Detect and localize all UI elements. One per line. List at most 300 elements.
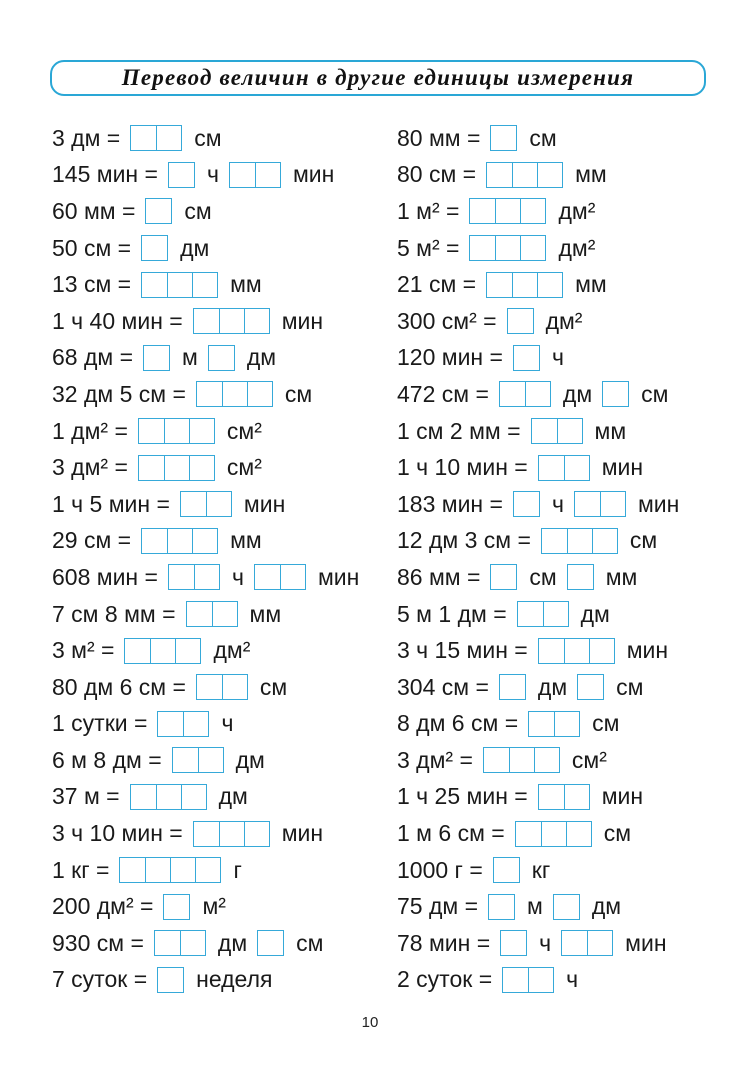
unit-label: мин: [281, 820, 324, 847]
answer-box[interactable]: [119, 857, 221, 883]
exercise-expression: 75 дм =: [397, 893, 479, 920]
answer-digit-cell[interactable]: [529, 712, 554, 736]
exercise-expression: 1 ч 40 мин =: [52, 307, 183, 334]
answer-box[interactable]: [157, 711, 209, 737]
answer-box[interactable]: [229, 162, 281, 188]
answer-box[interactable]: [130, 125, 182, 151]
answer-box[interactable]: [254, 564, 306, 590]
answer-digit-cell[interactable]: [494, 858, 519, 882]
answer-digit-cell[interactable]: [131, 785, 156, 809]
unit-label: ч: [551, 344, 564, 371]
exercise-row: [397, 376, 679, 413]
exercise-row: [397, 193, 679, 230]
unit-label: м²: [202, 893, 226, 920]
exercise-expression: 608 мин =: [52, 563, 158, 590]
exercise-row: [397, 157, 679, 194]
answer-digit-cell[interactable]: [512, 163, 537, 187]
answer-box[interactable]: [186, 601, 238, 627]
answer-digit-cell[interactable]: [131, 126, 156, 150]
unit-label: ч: [231, 563, 244, 590]
answer-digit-cell[interactable]: [139, 419, 164, 443]
answer-box[interactable]: [602, 381, 629, 407]
answer-digit-cell[interactable]: [164, 895, 189, 919]
exercise-row: [397, 852, 679, 889]
exercise-expression: 78 мин =: [397, 929, 491, 956]
exercise-row: [397, 779, 679, 816]
unit-label: см: [629, 527, 658, 554]
unit-label: г: [233, 856, 242, 883]
exercise-row: [397, 925, 679, 962]
answer-digit-cell[interactable]: [212, 602, 237, 626]
answer-digit-cell[interactable]: [158, 712, 183, 736]
answer-box[interactable]: [157, 967, 184, 993]
exercise-expression: 80 см =: [397, 161, 477, 188]
unit-label: мм: [605, 563, 638, 590]
answer-digit-cell[interactable]: [194, 309, 219, 333]
answer-digit-cell[interactable]: [197, 382, 222, 406]
exercise-row: [52, 632, 359, 669]
answer-digit-cell[interactable]: [470, 199, 495, 223]
answer-digit-cell[interactable]: [170, 858, 195, 882]
unit-label: мин: [292, 161, 335, 188]
unit-label: мм: [575, 161, 607, 188]
exercise-expression: 1 ч 10 мин =: [397, 454, 528, 481]
unit-label: дм: [218, 783, 248, 810]
exercise-row: [52, 596, 359, 633]
answer-digit-cell[interactable]: [554, 895, 579, 919]
answer-box[interactable]: [490, 564, 517, 590]
answer-digit-cell[interactable]: [500, 675, 525, 699]
answer-box[interactable]: [168, 564, 220, 590]
answer-box[interactable]: [577, 674, 604, 700]
answer-digit-cell[interactable]: [189, 419, 214, 443]
exercise-expression: 2 суток =: [397, 966, 493, 993]
answer-box[interactable]: [469, 235, 546, 261]
answer-box[interactable]: [502, 967, 554, 993]
answer-box[interactable]: [486, 272, 563, 298]
answer-digit-cell[interactable]: [219, 822, 244, 846]
answer-digit-cell[interactable]: [503, 968, 528, 992]
exercise-row: [397, 413, 679, 450]
exercise-row: [52, 888, 359, 925]
exercise-row: [52, 925, 359, 962]
exercise-expression: 68 дм =: [52, 344, 134, 371]
answer-box[interactable]: [141, 528, 218, 554]
exercise-expression: 1 м² =: [397, 197, 460, 224]
answer-digit-cell[interactable]: [603, 382, 628, 406]
answer-box[interactable]: [168, 162, 195, 188]
exercise-expression: 7 суток =: [52, 966, 148, 993]
answer-digit-cell[interactable]: [142, 273, 167, 297]
answer-digit-cell[interactable]: [592, 529, 617, 553]
answer-digit-cell[interactable]: [183, 712, 208, 736]
answer-digit-cell[interactable]: [247, 382, 272, 406]
answer-digit-cell[interactable]: [600, 492, 625, 516]
answer-digit-cell[interactable]: [562, 931, 587, 955]
answer-digit-cell[interactable]: [194, 822, 219, 846]
answer-digit-cell[interactable]: [495, 236, 520, 260]
exercise-expression: 5 м² =: [397, 234, 460, 261]
answer-digit-cell[interactable]: [554, 712, 579, 736]
exercise-expression: 21 см =: [397, 271, 477, 298]
exercise-expression: 300 см² =: [397, 307, 497, 334]
answer-box[interactable]: [553, 894, 580, 920]
answer-box[interactable]: [193, 308, 270, 334]
answer-digit-cell[interactable]: [495, 199, 520, 223]
page-number: 10: [361, 1014, 379, 1031]
answer-digit-cell[interactable]: [491, 126, 516, 150]
answer-digit-cell[interactable]: [564, 456, 589, 480]
unit-label: мин: [637, 490, 680, 517]
exercise-expression: 1 ч 5 мин =: [52, 490, 170, 517]
answer-box[interactable]: [172, 747, 224, 773]
answer-digit-cell[interactable]: [255, 163, 280, 187]
answer-box[interactable]: [574, 491, 626, 517]
right-exercise-column: [397, 120, 679, 998]
exercise-expression: 200 дм² =: [52, 893, 154, 920]
answer-box[interactable]: [538, 638, 615, 664]
exercise-row: [52, 742, 359, 779]
unit-label: ч: [566, 966, 579, 993]
exercise-expression: 3 дм =: [52, 124, 121, 151]
answer-digit-cell[interactable]: [564, 785, 589, 809]
answer-box[interactable]: [141, 235, 168, 261]
exercise-row: [52, 376, 359, 413]
answer-digit-cell[interactable]: [514, 346, 539, 370]
exercise-row: [397, 449, 679, 486]
exercise-row: [397, 230, 679, 267]
answer-digit-cell[interactable]: [501, 931, 526, 955]
unit-label: см: [296, 929, 324, 956]
answer-digit-cell[interactable]: [189, 456, 214, 480]
answer-digit-cell[interactable]: [508, 309, 533, 333]
answer-digit-cell[interactable]: [557, 419, 582, 443]
answer-box[interactable]: [483, 747, 560, 773]
answer-box[interactable]: [486, 162, 563, 188]
page-title: Перевод величин в другие единицы измерения: [121, 65, 635, 90]
exercise-row: [397, 815, 679, 852]
answer-digit-cell[interactable]: [575, 492, 600, 516]
exercise-expression: 1 м 6 см =: [397, 820, 505, 847]
unit-label: дм: [537, 673, 568, 700]
exercise-row: [397, 523, 679, 560]
answer-digit-cell[interactable]: [145, 858, 170, 882]
exercise-expression: 5 м 1 дм =: [397, 600, 507, 627]
answer-digit-cell[interactable]: [139, 456, 164, 480]
answer-digit-cell[interactable]: [244, 309, 269, 333]
exercise-expression: 472 см =: [397, 380, 489, 407]
unit-label: мин: [601, 783, 644, 810]
exercise-row: [397, 340, 679, 377]
exercise-row: [52, 962, 359, 999]
answer-digit-cell[interactable]: [164, 419, 189, 443]
answer-digit-cell[interactable]: [539, 639, 564, 663]
answer-digit-cell[interactable]: [144, 346, 169, 370]
answer-box[interactable]: [490, 125, 517, 151]
answer-digit-cell[interactable]: [520, 236, 545, 260]
answer-digit-cell[interactable]: [470, 236, 495, 260]
answer-digit-cell[interactable]: [487, 163, 512, 187]
exercise-row: [52, 413, 359, 450]
answer-digit-cell[interactable]: [192, 529, 217, 553]
exercise-expression: 304 см =: [397, 673, 489, 700]
unit-label: дм²: [213, 637, 251, 664]
answer-digit-cell[interactable]: [197, 675, 222, 699]
answer-digit-cell[interactable]: [537, 273, 562, 297]
answer-digit-cell[interactable]: [520, 199, 545, 223]
unit-label: см: [194, 124, 222, 151]
answer-box[interactable]: [507, 308, 534, 334]
answer-box[interactable]: [193, 821, 270, 847]
answer-digit-cell[interactable]: [528, 968, 553, 992]
exercise-row: [52, 340, 359, 377]
answer-digit-cell[interactable]: [181, 785, 206, 809]
answer-digit-cell[interactable]: [537, 163, 562, 187]
unit-label: см: [284, 380, 313, 407]
answer-box[interactable]: [517, 601, 569, 627]
answer-digit-cell[interactable]: [164, 456, 189, 480]
exercise-row: [52, 486, 359, 523]
unit-label: м: [182, 344, 198, 371]
answer-box[interactable]: [538, 455, 590, 481]
answer-digit-cell[interactable]: [209, 346, 234, 370]
exercise-expression: 1 см 2 мм =: [397, 417, 521, 444]
answer-digit-cell[interactable]: [169, 163, 194, 187]
exercise-row: [52, 779, 359, 816]
answer-digit-cell[interactable]: [169, 565, 194, 589]
exercise-expression: 80 мм =: [397, 124, 481, 151]
answer-digit-cell[interactable]: [175, 639, 200, 663]
exercise-row: [397, 962, 679, 999]
answer-box[interactable]: [257, 930, 284, 956]
answer-box[interactable]: [469, 198, 546, 224]
exercise-row: [52, 230, 359, 267]
unit-label: дм²: [558, 197, 596, 224]
unit-label: ч: [221, 710, 234, 737]
unit-label: ч: [539, 929, 552, 956]
unit-label: см²: [226, 417, 262, 444]
answer-box[interactable]: [488, 894, 515, 920]
answer-digit-cell[interactable]: [532, 419, 557, 443]
unit-label: см: [259, 673, 288, 700]
unit-label: кг: [531, 856, 551, 883]
exercise-expression: 3 ч 10 мин =: [52, 820, 183, 847]
exercise-expression: 3 м² =: [52, 637, 115, 664]
answer-box[interactable]: [513, 345, 540, 371]
answer-digit-cell[interactable]: [158, 968, 183, 992]
answer-digit-cell[interactable]: [230, 163, 255, 187]
answer-box[interactable]: [515, 821, 592, 847]
answer-digit-cell[interactable]: [541, 822, 566, 846]
exercise-row: [397, 303, 679, 340]
answer-digit-cell[interactable]: [156, 785, 181, 809]
answer-digit-cell[interactable]: [146, 199, 171, 223]
answer-box[interactable]: [196, 381, 273, 407]
answer-digit-cell[interactable]: [542, 529, 567, 553]
unit-label: дм: [562, 380, 593, 407]
answer-digit-cell[interactable]: [173, 748, 198, 772]
unit-label: мм: [575, 271, 607, 298]
answer-digit-cell[interactable]: [566, 822, 591, 846]
exercise-expression: 60 мм =: [52, 197, 136, 224]
exercise-row: [52, 449, 359, 486]
answer-box[interactable]: [567, 564, 594, 590]
answer-box[interactable]: [499, 674, 526, 700]
answer-digit-cell[interactable]: [500, 382, 525, 406]
exercise-expression: 930 см =: [52, 929, 144, 956]
answer-digit-cell[interactable]: [491, 565, 516, 589]
answer-digit-cell[interactable]: [509, 748, 534, 772]
answer-box[interactable]: [531, 418, 583, 444]
answer-digit-cell[interactable]: [564, 639, 589, 663]
unit-label: мм: [230, 271, 262, 298]
answer-digit-cell[interactable]: [192, 273, 217, 297]
answer-digit-cell[interactable]: [543, 602, 568, 626]
answer-digit-cell[interactable]: [578, 675, 603, 699]
answer-digit-cell[interactable]: [142, 529, 167, 553]
answer-box[interactable]: [138, 455, 215, 481]
answer-box[interactable]: [141, 272, 218, 298]
answer-digit-cell[interactable]: [518, 602, 543, 626]
answer-digit-cell[interactable]: [534, 748, 559, 772]
unit-label: дм: [591, 893, 622, 920]
answer-digit-cell[interactable]: [198, 748, 223, 772]
answer-box[interactable]: [138, 418, 215, 444]
exercise-expression: 50 см =: [52, 234, 132, 261]
unit-label: ч: [551, 490, 564, 517]
answer-box[interactable]: [143, 345, 170, 371]
answer-digit-cell[interactable]: [222, 382, 247, 406]
answer-digit-cell[interactable]: [142, 236, 167, 260]
answer-digit-cell[interactable]: [244, 822, 269, 846]
answer-box[interactable]: [145, 198, 172, 224]
answer-digit-cell[interactable]: [195, 858, 220, 882]
answer-box[interactable]: [513, 491, 540, 517]
unit-label: ч: [206, 161, 219, 188]
answer-box[interactable]: [154, 930, 206, 956]
answer-digit-cell[interactable]: [181, 492, 206, 516]
unit-label: дм: [180, 234, 210, 261]
exercise-expression: 183 мин =: [397, 490, 503, 517]
answer-digit-cell[interactable]: [206, 492, 231, 516]
exercise-row: [52, 669, 359, 706]
answer-digit-cell[interactable]: [514, 492, 539, 516]
unit-label: дм: [580, 600, 610, 627]
exercise-expression: 1 дм² =: [52, 417, 128, 444]
answer-digit-cell[interactable]: [155, 931, 180, 955]
answer-digit-cell[interactable]: [125, 639, 150, 663]
unit-label: см: [592, 710, 620, 737]
unit-label: дм²: [558, 234, 596, 261]
unit-label: мин: [601, 454, 644, 481]
answer-digit-cell[interactable]: [539, 785, 564, 809]
exercise-expression: 80 дм 6 см =: [52, 673, 186, 700]
answer-box[interactable]: [528, 711, 580, 737]
exercise-row: [52, 523, 359, 560]
answer-box[interactable]: [561, 930, 613, 956]
unit-label: дм: [235, 746, 265, 773]
exercise-row: [52, 303, 359, 340]
exercise-row: [397, 486, 679, 523]
answer-digit-cell[interactable]: [255, 565, 280, 589]
answer-digit-cell[interactable]: [150, 639, 175, 663]
answer-box[interactable]: [130, 784, 207, 810]
answer-digit-cell[interactable]: [525, 382, 550, 406]
unit-label: мм: [230, 527, 262, 554]
exercise-expression: 1 кг =: [52, 856, 110, 883]
exercise-expression: 32 дм 5 см =: [52, 380, 186, 407]
answer-digit-cell[interactable]: [258, 931, 283, 955]
answer-digit-cell[interactable]: [587, 931, 612, 955]
exercise-row: [397, 266, 679, 303]
exercise-expression: 3 ч 15 мин =: [397, 637, 528, 664]
answer-box[interactable]: [538, 784, 590, 810]
answer-digit-cell[interactable]: [156, 126, 181, 150]
exercise-row: [397, 669, 679, 706]
answer-box[interactable]: [499, 381, 551, 407]
left-exercise-column: [52, 120, 359, 998]
answer-box[interactable]: [196, 674, 248, 700]
answer-digit-cell[interactable]: [568, 565, 593, 589]
answer-digit-cell[interactable]: [489, 895, 514, 919]
exercise-row: [397, 632, 679, 669]
exercise-row: [397, 706, 679, 743]
answer-digit-cell[interactable]: [167, 529, 192, 553]
answer-box[interactable]: [493, 857, 520, 883]
exercise-expression: 8 дм 6 см =: [397, 710, 519, 737]
answer-digit-cell[interactable]: [567, 529, 592, 553]
exercise-expression: 7 см 8 мм =: [52, 600, 176, 627]
answer-box[interactable]: [180, 491, 232, 517]
answer-digit-cell[interactable]: [120, 858, 145, 882]
answer-digit-cell[interactable]: [180, 931, 205, 955]
exercise-expression: 37 м =: [52, 783, 120, 810]
answer-digit-cell[interactable]: [194, 565, 219, 589]
exercise-row: [397, 120, 679, 157]
answer-digit-cell[interactable]: [512, 273, 537, 297]
answer-digit-cell[interactable]: [167, 273, 192, 297]
exercise-expression: 86 мм =: [397, 563, 481, 590]
answer-digit-cell[interactable]: [516, 822, 541, 846]
exercise-expression: 3 дм² =: [52, 454, 128, 481]
answer-digit-cell[interactable]: [222, 675, 247, 699]
answer-box[interactable]: [124, 638, 201, 664]
answer-box[interactable]: [541, 528, 618, 554]
answer-digit-cell[interactable]: [219, 309, 244, 333]
unit-label: мин: [281, 307, 324, 334]
answer-digit-cell[interactable]: [539, 456, 564, 480]
answer-box[interactable]: [500, 930, 527, 956]
unit-label: мин: [626, 637, 669, 664]
exercise-row: [52, 266, 359, 303]
exercise-row: [397, 596, 679, 633]
unit-label: см²: [571, 746, 607, 773]
unit-label: см: [184, 197, 212, 224]
exercise-row: [397, 888, 679, 925]
answer-digit-cell[interactable]: [187, 602, 212, 626]
exercise-expression: 13 см =: [52, 271, 132, 298]
unit-label: см²: [226, 454, 262, 481]
unit-label: мин: [243, 490, 286, 517]
unit-label: мин: [625, 929, 667, 956]
answer-digit-cell[interactable]: [280, 565, 305, 589]
answer-digit-cell[interactable]: [589, 639, 614, 663]
answer-box[interactable]: [208, 345, 235, 371]
answer-box[interactable]: [163, 894, 190, 920]
exercise-row: [52, 706, 359, 743]
answer-digit-cell[interactable]: [484, 748, 509, 772]
answer-digit-cell[interactable]: [487, 273, 512, 297]
